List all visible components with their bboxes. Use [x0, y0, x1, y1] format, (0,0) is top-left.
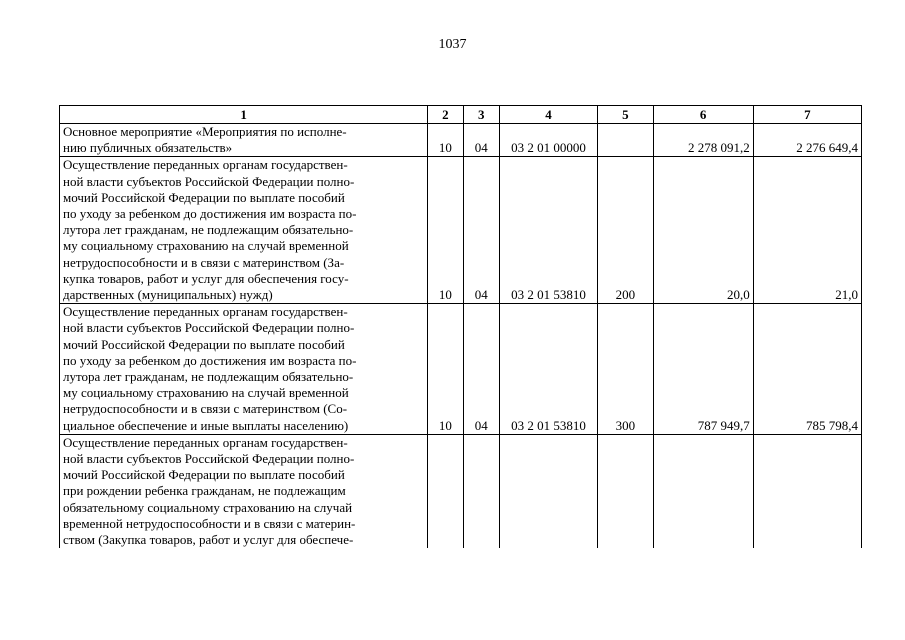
row-sum-2: 21,0	[753, 157, 861, 304]
row-sum-1: 20,0	[653, 157, 753, 304]
row-rz: 10	[428, 304, 463, 435]
header-col-1: 1	[60, 106, 428, 124]
row-name: Осуществление переданных органам государствен- ной власти субъектов Российской Федерации полно- мочий Российской Федерации по выплате пособий по уходу за ребенком до достижения им возраста по- лутора лет гражданам, не подлежащим обязательно- му социальному страхованию на случай временной нетрудоспособности и в связи с материнством (Со- циальное обеспечение и иные выплаты населению)	[63, 304, 357, 433]
row-csr: 03 2 01 53810	[499, 304, 597, 435]
page-number: 1037	[438, 37, 467, 52]
row-name-cell	[60, 124, 428, 157]
row-sum-2: 2 276 649,4	[753, 124, 861, 157]
header-col-2: 2	[428, 106, 463, 124]
row-vr: 200	[598, 157, 654, 304]
row-pr: 04	[463, 124, 499, 157]
row-name: Основное мероприятие «Мероприятия по исполне- нию публичных обязательств»	[63, 124, 347, 156]
header-col-6: 6	[653, 106, 753, 124]
row-name-cell	[60, 157, 428, 304]
row-csr: 03 2 01 53810	[499, 157, 597, 304]
row-name: Осуществление переданных органам государствен- ной власти субъектов Российской Федерации полно- мочий Российской Федерации по выплате пособий по уходу за ребенком до достижения им возраста по- лутора лет гражданам, не подлежащим обязательно- му социальному страхованию на случай временной нетрудоспособности и в связи с материнством (За- купка товаров, работ и услуг для обеспечения госу- дарственных (муниципальных) нужд)	[63, 157, 357, 303]
row-rz: 10	[428, 124, 463, 157]
header-col-4: 4	[499, 106, 597, 124]
row-pr: 04	[463, 157, 499, 304]
row-vr	[598, 124, 654, 157]
table-row	[60, 124, 862, 157]
row-pr: 04	[463, 304, 499, 435]
table-row	[60, 434, 862, 548]
row-sum-1: 2 278 091,2	[653, 124, 753, 157]
budget-table	[59, 105, 862, 548]
row-name-cell	[60, 304, 428, 435]
row-vr	[598, 434, 654, 548]
row-csr	[499, 434, 597, 548]
header-col-5: 5	[598, 106, 654, 124]
header-col-7: 7	[753, 106, 861, 124]
row-sum-1: 787 949,7	[653, 304, 753, 435]
row-name: Осуществление переданных органам государствен- ной власти субъектов Российской Федерации полно- мочий Российской Федерации по выплате пособий при рождении ребенка гражданам, не подлежащим обязательному социальному страхованию на случай временной нетрудоспособности и в связи с материн- ством (Закупка товаров, работ и услуг для обеспече-	[63, 434, 356, 548]
row-sum-1	[653, 434, 753, 548]
row-rz	[428, 434, 463, 548]
table-header-row	[60, 106, 862, 124]
table-row	[60, 304, 862, 435]
header-col-3: 3	[463, 106, 499, 124]
row-sum-2	[753, 434, 861, 548]
row-csr: 03 2 01 00000	[499, 124, 597, 157]
row-name-cell	[60, 434, 428, 548]
row-sum-2: 785 798,4	[753, 304, 861, 435]
row-vr: 300	[598, 304, 654, 435]
row-rz: 10	[428, 157, 463, 304]
table-row	[60, 157, 862, 304]
row-pr	[463, 434, 499, 548]
